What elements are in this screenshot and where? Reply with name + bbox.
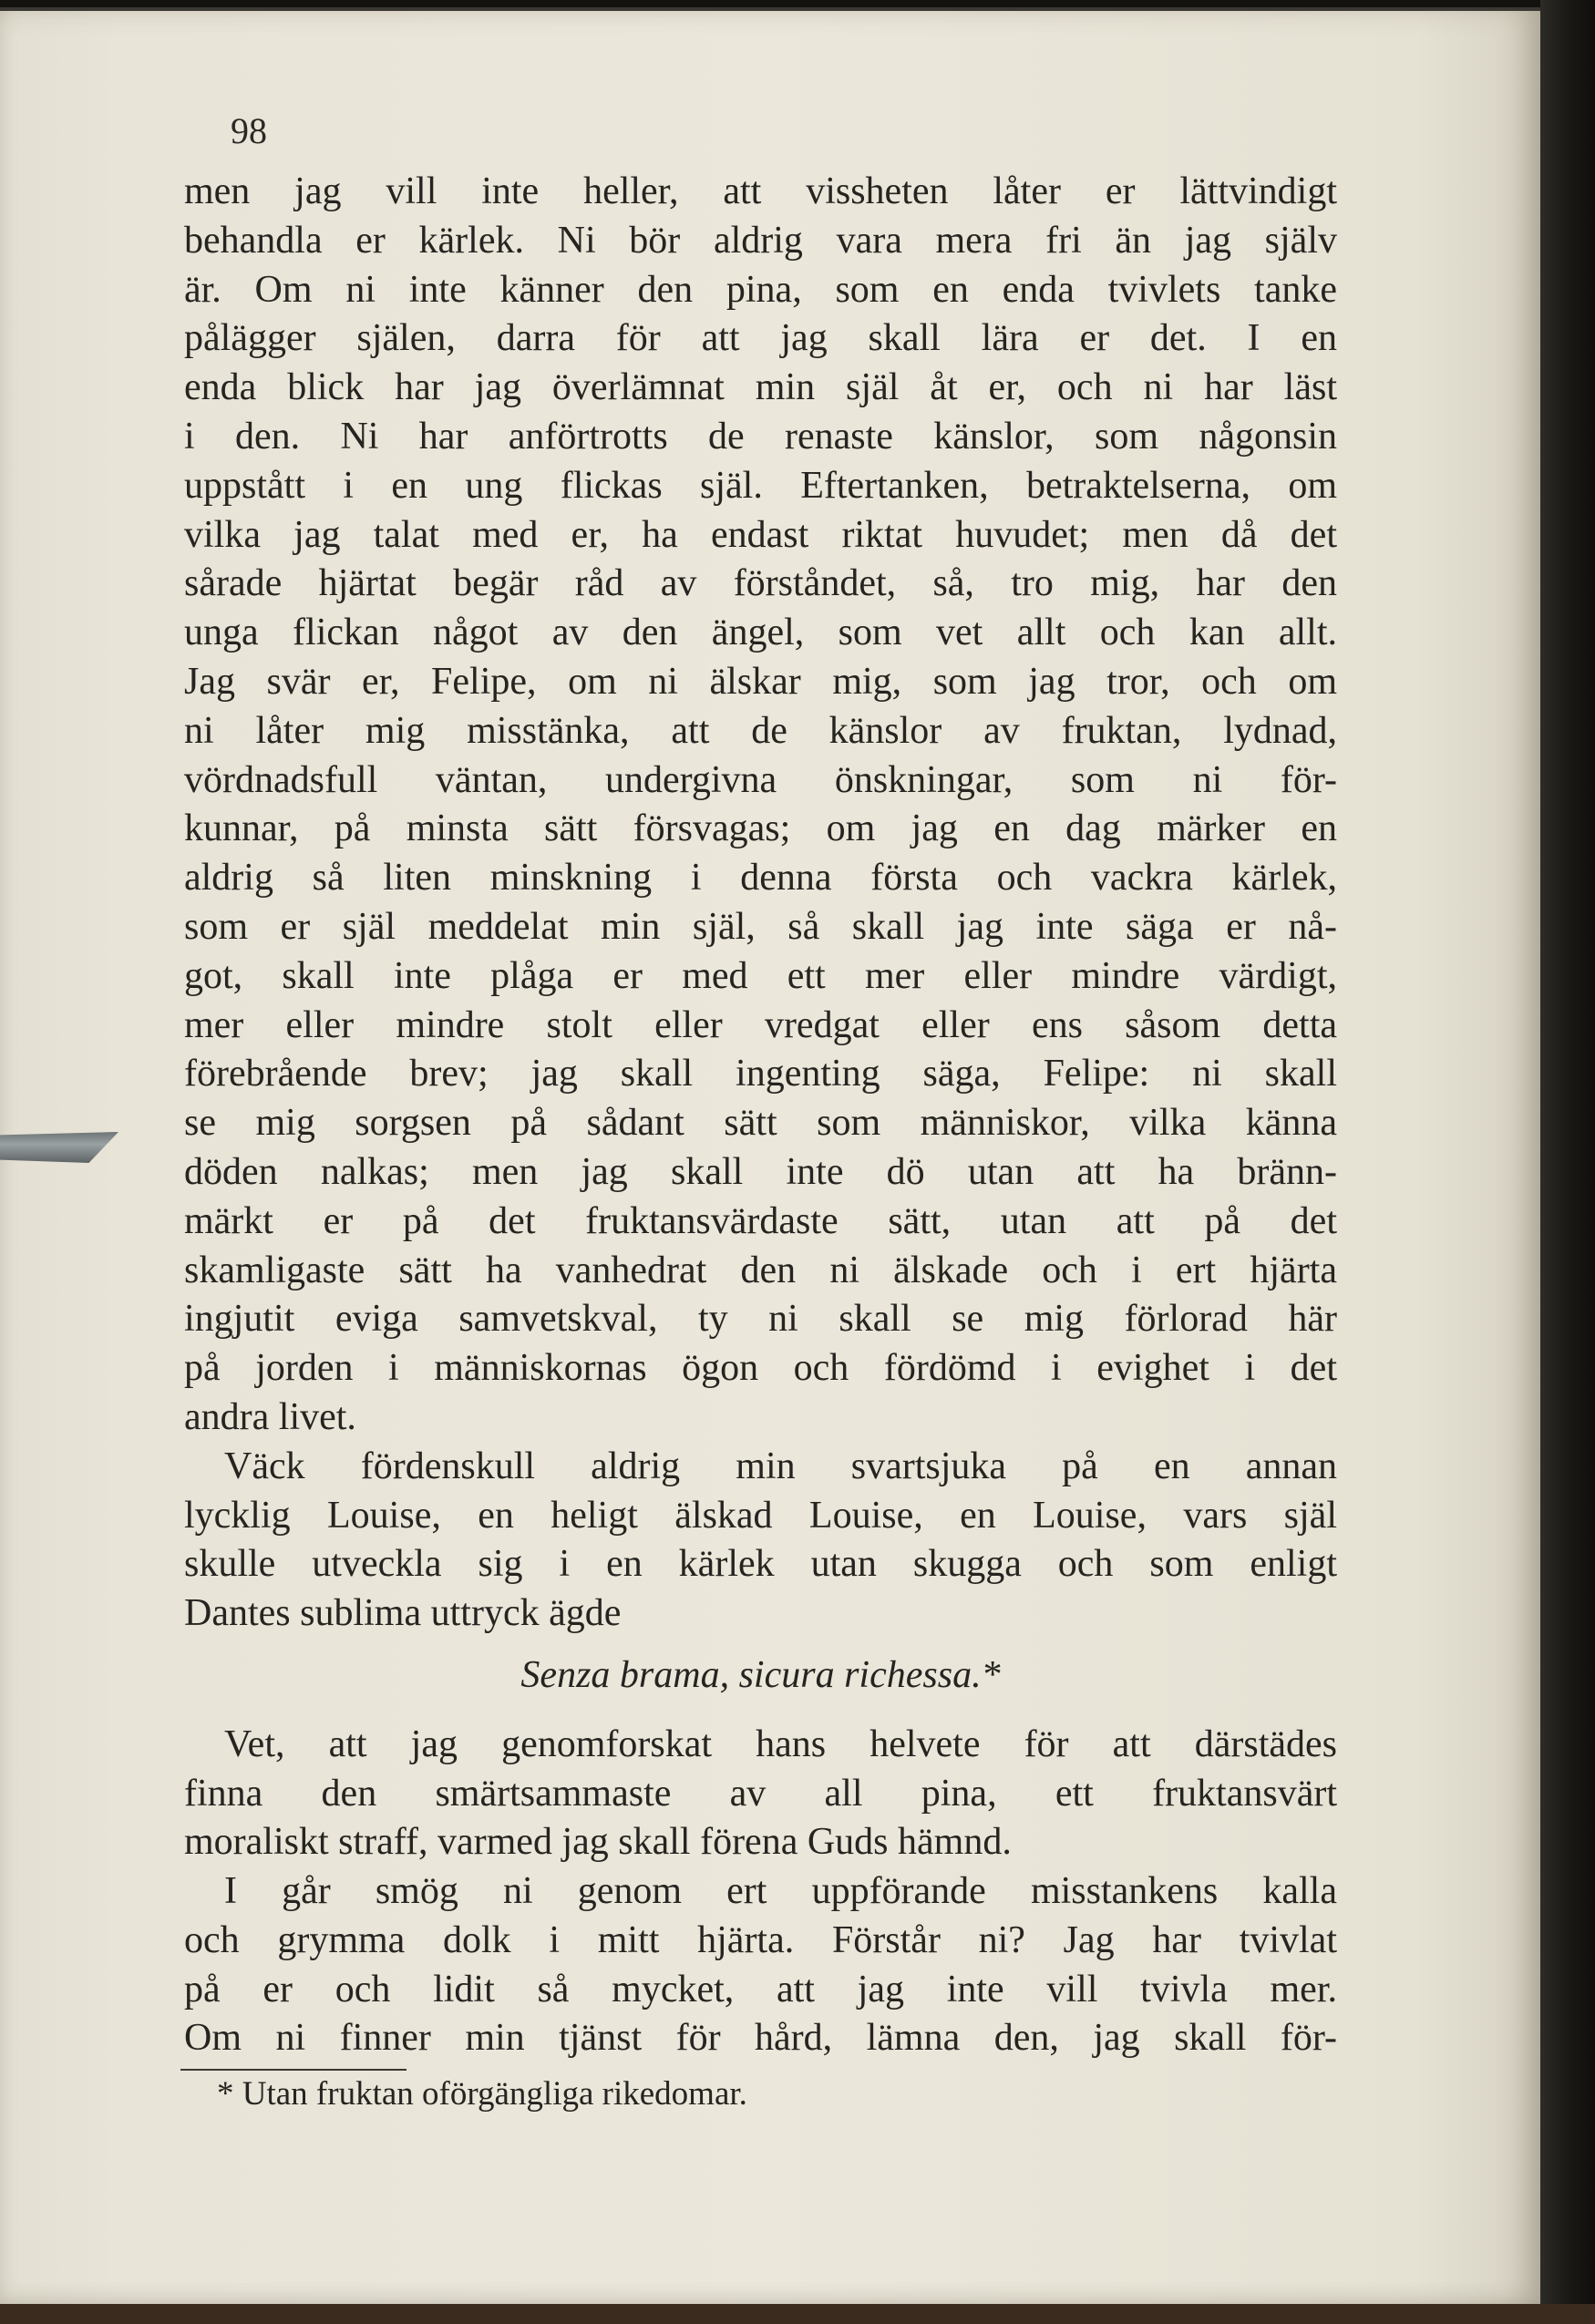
text-line: sårade hjärtat begär råd av förståndet, så, tro mig, har den bbox=[184, 562, 1337, 605]
text-line: moraliskt straff, varmed jag skall förena Guds hämnd. bbox=[184, 1821, 1012, 1864]
text-line: se mig sorgsen på sådant sätt som människor, vilka känna bbox=[184, 1102, 1337, 1145]
text-line: Dantes sublima uttryck ägde bbox=[184, 1592, 622, 1635]
text-line: är. Om ni inte känner den pina, som en enda tvivlets tanke bbox=[184, 268, 1337, 311]
text-line: Jag svär er, Felipe, om ni älskar mig, som jag tror, och om bbox=[184, 660, 1337, 703]
verse-quote: Senza brama, sicura richessa.* bbox=[520, 1653, 1001, 1696]
text-line: andra livet. bbox=[184, 1395, 356, 1438]
paragraph-2 bbox=[184, 1443, 1337, 1639]
text-line: och grymma dolk i mitt hjärta. Förstår ni? Jag har tvivlat bbox=[184, 1918, 1337, 1961]
text-line: förebrående brev; jag skall ingenting säga, Felipe: ni skall bbox=[184, 1053, 1337, 1095]
footnote-divider bbox=[180, 2069, 406, 2071]
text-line: uppstått i en ung flickas själ. Eftertanken, betraktelserna, om bbox=[184, 464, 1337, 507]
text-line: finna den smärtsammaste av all pina, ett fruktansvärt bbox=[184, 1772, 1337, 1815]
text-line: ingjutit eviga samvetskval, ty ni skall se mig förlorad här bbox=[184, 1298, 1337, 1341]
body-text bbox=[184, 168, 1337, 2063]
paragraph-4 bbox=[184, 1867, 1337, 2063]
text-line: ni låter mig misstänka, att de känslor av fruktan, lydnad, bbox=[184, 709, 1337, 752]
text-line: pålägger själen, darra för att jag skall lära er det. I en bbox=[184, 317, 1337, 360]
page-number: 98 bbox=[231, 110, 267, 151]
text-line: men jag vill inte heller, att vissheten låter er lättvindigt bbox=[184, 170, 1337, 212]
text-line: got, skall inte plåga er med ett mer eller mindre värdigt, bbox=[184, 954, 1337, 997]
text-line: på er och lidit så mycket, att jag inte vill tvivla mer. bbox=[184, 1968, 1337, 2010]
text-line: behandla er kärlek. Ni bör aldrig vara mera fri än jag själv bbox=[184, 219, 1337, 262]
text-line: Om ni finner min tjänst för hård, lämna den, jag skall för- bbox=[184, 2017, 1337, 2060]
text-line: lycklig Louise, en heligt älskad Louise, en Louise, vars själ bbox=[184, 1494, 1337, 1537]
text-line: skulle utveckla sig i en kärlek utan skugga och som enligt bbox=[184, 1543, 1337, 1586]
text-line: kunnar, på minsta sätt försvagas; om jag en dag märker en bbox=[184, 807, 1337, 850]
paragraph-3 bbox=[184, 1721, 1337, 1867]
text-line: enda blick har jag överlämnat min själ åt er, och ni har läst bbox=[184, 366, 1337, 409]
page-spine-shadow bbox=[1540, 0, 1595, 2324]
footnote: * Utan fruktan oförgängliga rikedomar. bbox=[217, 2075, 747, 2113]
text-line: på jorden i människornas ögon och fördömd i evighet i det bbox=[184, 1347, 1337, 1390]
page-bottom-edge bbox=[0, 2304, 1595, 2324]
text-line: skamligaste sätt ha vanhedrat den ni älskade och i ert hjärta bbox=[184, 1249, 1337, 1291]
text-line: som er själ meddelat min själ, så skall jag inte säga er nå- bbox=[184, 905, 1337, 948]
text-line: vördnadsfull väntan, undergivna önskningar, som ni för- bbox=[184, 758, 1337, 801]
page-top-edge bbox=[0, 7, 1540, 11]
text-line: Väck fördenskull aldrig min svartsjuka på en annan bbox=[224, 1445, 1337, 1487]
text-line: märkt er på det fruktansvärdaste sätt, utan att på det bbox=[184, 1199, 1337, 1242]
text-line: I går smög ni genom ert uppförande misstankens kalla bbox=[224, 1870, 1337, 1913]
text-line: unga flickan något av den ängel, som vet allt och kan allt. bbox=[184, 612, 1337, 654]
text-line: döden nalkas; men jag skall inte dö utan att ha bränn- bbox=[184, 1150, 1337, 1193]
text-line: i den. Ni har anförtrotts de renaste känslor, som någonsin bbox=[184, 415, 1337, 458]
text-line: Vet, att jag genomforskat hans helvete för att därstädes bbox=[224, 1722, 1337, 1765]
text-line: mer eller mindre stolt eller vredgat eller ens såsom detta bbox=[184, 1003, 1337, 1046]
text-line: aldrig så liten minskning i denna första och vackra kärlek, bbox=[184, 857, 1337, 900]
text-line: vilka jag talat med er, ha endast riktat huvudet; men då det bbox=[184, 513, 1337, 556]
paragraph-1 bbox=[184, 168, 1337, 1443]
book-page bbox=[0, 7, 1540, 2311]
